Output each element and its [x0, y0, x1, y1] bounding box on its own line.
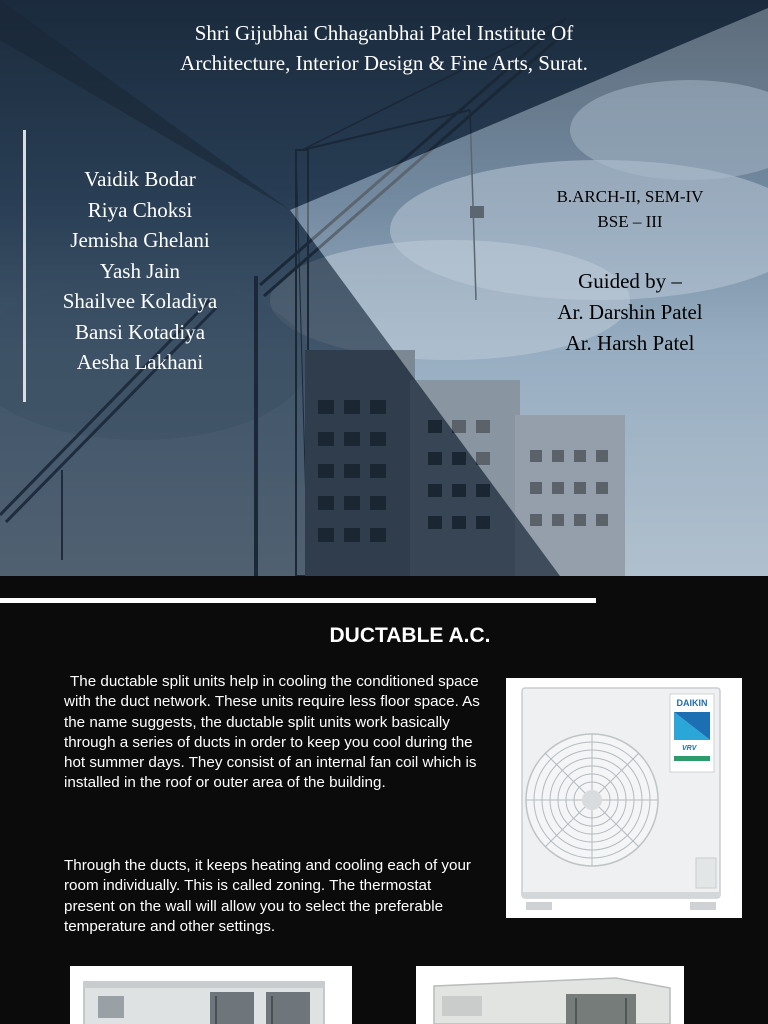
vertical-divider: [23, 130, 26, 402]
student-name: Jemisha Ghelani: [70, 228, 210, 252]
institute-name-line-1: Shri Gijubhai Chhaganbhai Patel Institute Of: [194, 21, 574, 45]
student-name: Yash Jain: [99, 258, 181, 283]
ductable-unit-image-2: [416, 966, 684, 1024]
student-name: Riya Choksi: [87, 197, 193, 222]
vrv-model-text: VRV: [682, 745, 697, 752]
institute-name-line-2: Architecture, Interior Design & Fine Arts, Surat.: [180, 51, 588, 75]
course-line-2: BSE – III: [597, 212, 663, 231]
paragraph-ductable-description: The ductable split units help in cooling the conditioned space with the duct network. These units require less floor space. As the name suggests, the ductable split units work basically through a series of ducts in order to keep you cool during the hot summer days. They consist of an internal fan coil which is installed in the roof or outer area of the building.: [64, 673, 480, 792]
guide-name: Ar. Darshin Patel: [557, 300, 703, 324]
paragraph-zoning: Through the ducts, it keeps heating and cooling each of your room individually. This is called zoning. The thermostat present on the wall will allow you to select the preferable temperature and other settings.: [64, 857, 471, 935]
student-name: Shailvee Koladiya: [62, 289, 218, 313]
student-name: Aesha Lakhani: [76, 350, 204, 374]
horizontal-rule: [0, 598, 596, 603]
guided-by-label: Guided by –: [578, 269, 682, 293]
student-list: [40, 164, 240, 378]
ductable-unit-image-1: [70, 966, 352, 1024]
outdoor-ac-unit-image: [506, 678, 742, 918]
slide-heading: DUCTABLE A.C.: [329, 624, 491, 647]
student-name: Vaidik Bodar: [84, 167, 196, 191]
guide-name: Ar. Harsh Patel: [565, 331, 695, 355]
student-name: Bansi Kotadiya: [74, 319, 206, 344]
daikin-logo-text: DAIKIN: [676, 698, 708, 708]
course-line-1: B.ARCH-II, SEM-IV: [556, 187, 704, 206]
content-slide: [0, 576, 768, 1024]
